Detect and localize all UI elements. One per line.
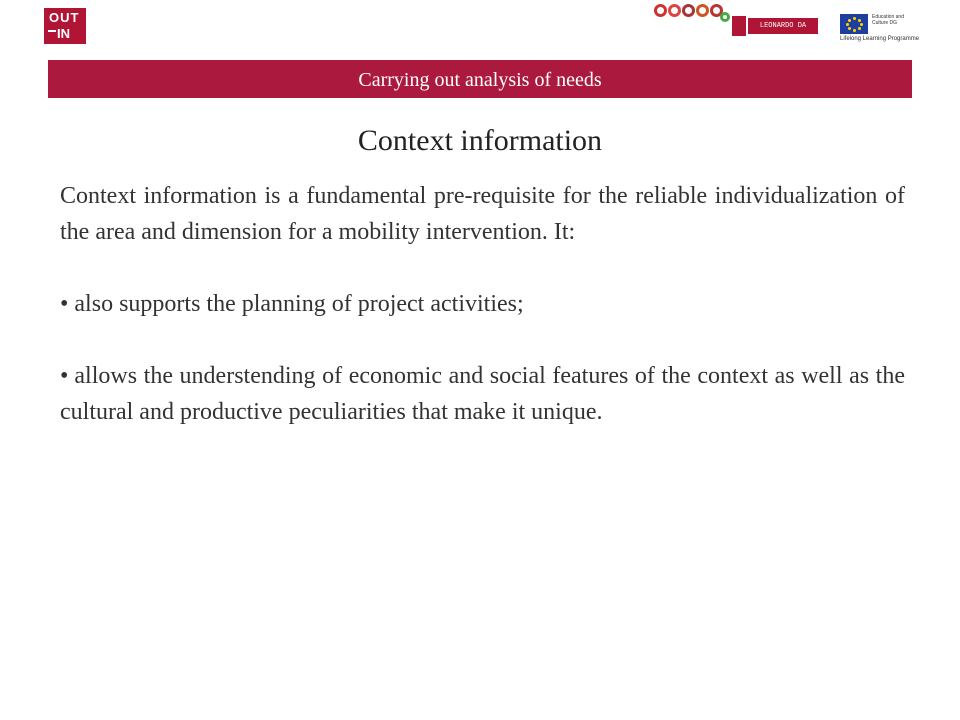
bullet-icon: • (60, 363, 69, 389)
logo-arrow-icon (48, 30, 56, 32)
llp-label: Lifelong Learning Programme (840, 36, 920, 42)
partner-dot-icon (668, 4, 681, 17)
partner-dot-icon (696, 4, 709, 17)
partner-dot-icon (682, 4, 695, 17)
out-in-logo (44, 8, 86, 44)
intro-paragraph: Context information is a fundamental pre-requisite for the reliable individualization of the area and dimension for a mobility intervention. It: (60, 183, 905, 245)
llp-logo-icon (732, 16, 746, 36)
bullet-item (60, 286, 905, 322)
title-banner: Carrying out analysis of needs (48, 60, 912, 98)
partner-dot-icon (654, 4, 667, 17)
bullet-text: also supports the planning of project activities; (74, 291, 524, 317)
leonardo-da-vinci-logo: LEONARDO DA VINCI (748, 18, 818, 34)
slide-heading: Context information (357, 124, 603, 157)
logo-out-text: OUT (49, 10, 80, 25)
bullet-text: allows the understending of economic and social features of the context as well as the cultural and productive peculiarities that make it unique. (60, 363, 905, 425)
eu-dg-label: Education and Culture DG (872, 14, 904, 26)
partner-dot-icon (720, 12, 730, 22)
slide-content (60, 178, 905, 430)
bullet-item (60, 358, 905, 430)
logo-in-text: IN (57, 26, 70, 41)
bullet-icon: • (60, 291, 69, 317)
eu-flag-icon (840, 14, 868, 34)
